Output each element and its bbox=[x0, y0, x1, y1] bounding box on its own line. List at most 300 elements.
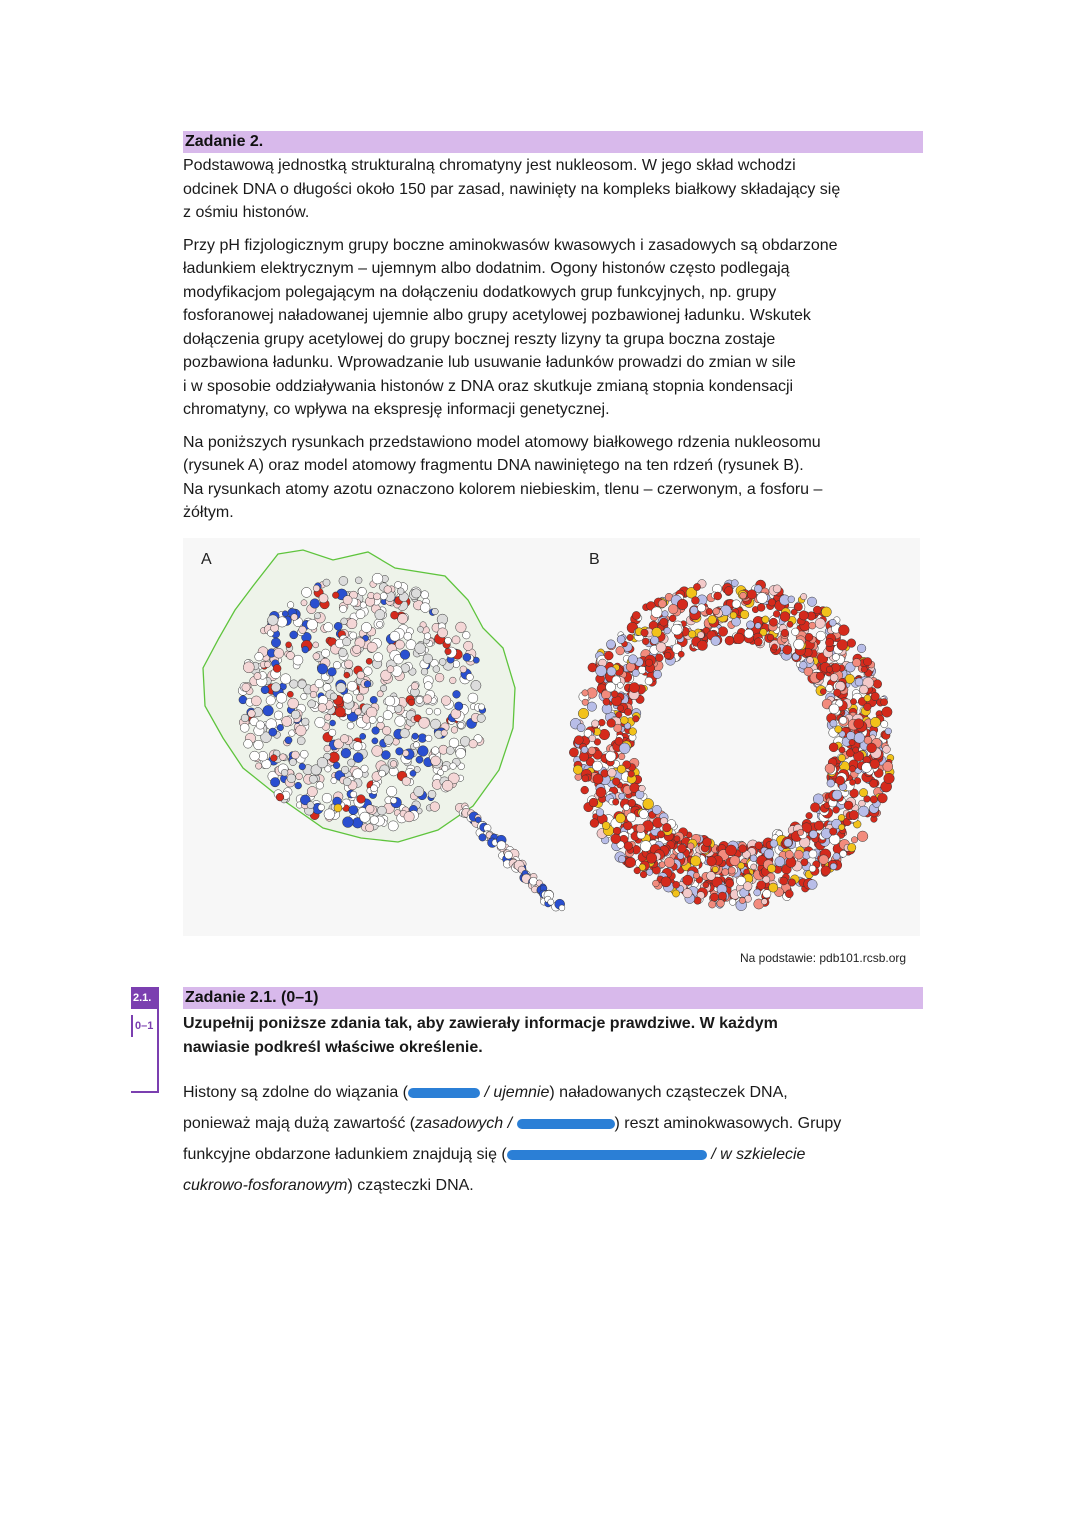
atom bbox=[627, 634, 633, 640]
atom bbox=[271, 755, 278, 762]
atom bbox=[254, 740, 264, 750]
atom bbox=[425, 735, 432, 742]
atom bbox=[730, 612, 737, 619]
atom bbox=[838, 754, 845, 761]
text-line: i w sposobie oddziaływania histonów z DNA oraz skutkuje zmianą stopnia kondensacji bbox=[183, 377, 794, 395]
atom bbox=[339, 576, 348, 585]
atom bbox=[816, 672, 824, 680]
atom bbox=[353, 753, 363, 763]
atom bbox=[471, 680, 481, 690]
atom bbox=[424, 682, 432, 690]
atom bbox=[385, 696, 395, 706]
atom bbox=[596, 665, 607, 676]
atom bbox=[374, 653, 383, 662]
atom bbox=[786, 857, 796, 867]
atom bbox=[870, 796, 877, 803]
atom bbox=[423, 695, 432, 704]
atom bbox=[799, 611, 808, 620]
atom bbox=[395, 640, 404, 649]
atom bbox=[433, 666, 440, 673]
atom bbox=[420, 603, 430, 613]
atom bbox=[773, 585, 781, 593]
atom bbox=[636, 824, 645, 833]
atom bbox=[298, 680, 307, 689]
atom bbox=[618, 856, 625, 863]
atom bbox=[343, 817, 354, 828]
atom bbox=[287, 774, 296, 783]
atom bbox=[693, 872, 699, 878]
atom bbox=[288, 698, 299, 709]
atom bbox=[653, 670, 661, 678]
text-line: (rysunek A) oraz model atomowy fragmentu DNA nawiniętego na ten rdzeń (rysunek B). bbox=[183, 457, 804, 474]
text-line: modyfikacjom polegającym na dołączeniu dodatkowych grup funkcyjnych, np. grupy bbox=[183, 283, 777, 301]
atom bbox=[831, 663, 840, 672]
atom bbox=[356, 610, 365, 619]
atom bbox=[251, 696, 261, 706]
atom bbox=[740, 592, 747, 599]
atom bbox=[810, 803, 819, 812]
atom bbox=[730, 856, 740, 866]
atom bbox=[732, 600, 740, 608]
atom bbox=[864, 703, 872, 711]
atom bbox=[372, 738, 378, 744]
atom bbox=[263, 705, 274, 716]
atom bbox=[357, 795, 366, 804]
atom bbox=[330, 720, 336, 726]
atom bbox=[430, 802, 440, 812]
atom bbox=[677, 599, 688, 610]
atom bbox=[703, 882, 709, 888]
atom bbox=[477, 714, 485, 722]
atom bbox=[729, 899, 736, 906]
atom bbox=[408, 699, 415, 706]
atom bbox=[651, 607, 662, 618]
text-line: chromatyny, co wpływa na ekspresję informacji genetycznej. bbox=[183, 401, 610, 418]
atom bbox=[814, 821, 823, 830]
answer-option: cukrowo-fosforanowym bbox=[183, 1177, 348, 1194]
atom bbox=[357, 694, 364, 701]
atom bbox=[617, 636, 625, 644]
atom bbox=[302, 587, 312, 597]
atom bbox=[291, 614, 298, 621]
atom bbox=[809, 622, 816, 629]
atom bbox=[360, 733, 366, 739]
atom bbox=[445, 648, 451, 654]
atom bbox=[788, 596, 795, 603]
atom bbox=[347, 681, 357, 691]
atom bbox=[254, 673, 261, 680]
atom bbox=[256, 721, 264, 729]
atom bbox=[388, 821, 398, 831]
atom bbox=[855, 678, 863, 686]
task-number-tab: 2.1. bbox=[131, 987, 157, 1009]
atom bbox=[396, 748, 404, 756]
atom bbox=[707, 872, 716, 881]
atom bbox=[697, 604, 705, 612]
text-fragment: Histony są zdolne do wiązania ( bbox=[183, 1084, 409, 1101]
atom bbox=[350, 791, 357, 798]
atom bbox=[838, 625, 849, 636]
atom bbox=[881, 721, 888, 728]
atom bbox=[368, 592, 375, 599]
atom bbox=[813, 606, 821, 614]
atom bbox=[784, 839, 792, 847]
atom bbox=[384, 735, 394, 745]
atom bbox=[660, 618, 668, 626]
atom bbox=[881, 699, 888, 706]
atom bbox=[289, 759, 296, 766]
atom bbox=[297, 737, 305, 745]
atom bbox=[296, 725, 307, 736]
atom bbox=[390, 761, 397, 768]
score-margin bbox=[131, 987, 159, 1093]
atom bbox=[430, 719, 440, 729]
scribbled-option bbox=[517, 1119, 615, 1129]
atom bbox=[424, 633, 431, 640]
atom bbox=[652, 627, 662, 637]
atom bbox=[343, 596, 352, 605]
task2-section bbox=[183, 131, 923, 525]
atom bbox=[435, 673, 444, 682]
atom bbox=[678, 844, 687, 853]
atom bbox=[419, 718, 430, 729]
atom bbox=[559, 905, 565, 911]
atom bbox=[285, 737, 292, 744]
atom bbox=[575, 774, 582, 781]
atom bbox=[364, 667, 373, 676]
atom bbox=[453, 690, 461, 698]
atom bbox=[830, 720, 837, 727]
atom bbox=[677, 853, 684, 860]
atom bbox=[412, 733, 418, 739]
nucleosome-figure bbox=[183, 538, 920, 936]
atom bbox=[794, 850, 803, 859]
atom bbox=[367, 642, 377, 652]
answer-option: zasadowych / bbox=[415, 1115, 517, 1132]
atom bbox=[658, 600, 666, 608]
atom bbox=[830, 863, 837, 870]
atom bbox=[426, 708, 433, 715]
atom bbox=[302, 646, 309, 653]
atom bbox=[787, 621, 793, 627]
atom bbox=[884, 773, 895, 784]
atom bbox=[611, 691, 618, 698]
atom bbox=[329, 729, 336, 736]
atom bbox=[612, 778, 620, 786]
atom bbox=[825, 764, 835, 774]
atom bbox=[322, 793, 332, 803]
atom bbox=[801, 593, 807, 599]
atom bbox=[834, 689, 841, 696]
atom bbox=[664, 627, 671, 634]
atom bbox=[309, 775, 317, 783]
atom bbox=[628, 799, 636, 807]
atom bbox=[466, 674, 473, 681]
atom bbox=[469, 740, 477, 748]
task2-paragraph-2 bbox=[183, 234, 923, 422]
atom bbox=[302, 718, 310, 726]
atom bbox=[671, 624, 682, 635]
atom bbox=[582, 690, 588, 696]
atom bbox=[746, 621, 754, 629]
atom bbox=[339, 648, 348, 657]
atom bbox=[863, 658, 871, 666]
atom bbox=[693, 583, 700, 590]
atom bbox=[307, 619, 318, 630]
atom bbox=[456, 622, 467, 633]
atom bbox=[569, 748, 578, 757]
atom bbox=[395, 716, 406, 727]
atom bbox=[785, 851, 793, 859]
atom bbox=[769, 618, 777, 626]
text-fragment: ) cząsteczki DNA. bbox=[347, 1177, 474, 1194]
atom bbox=[431, 756, 441, 766]
atom bbox=[414, 786, 424, 796]
atom bbox=[450, 763, 457, 770]
atom bbox=[617, 765, 625, 773]
atom bbox=[615, 737, 623, 745]
atom bbox=[821, 866, 831, 876]
atom bbox=[418, 746, 429, 757]
atom bbox=[645, 677, 653, 685]
atom bbox=[255, 652, 264, 661]
atom bbox=[574, 736, 583, 745]
atom bbox=[438, 628, 448, 638]
atom bbox=[473, 657, 479, 663]
atom bbox=[711, 636, 720, 645]
atom bbox=[366, 805, 374, 813]
atom bbox=[683, 889, 692, 898]
atom bbox=[780, 877, 788, 885]
text-line: Uzupełnij poniższe zdania tak, aby zawierały informacje prawdziwe. W każdym bbox=[183, 1015, 778, 1032]
atom bbox=[589, 735, 596, 742]
atom bbox=[455, 702, 463, 710]
atom bbox=[441, 696, 451, 706]
atom bbox=[372, 573, 383, 584]
atom bbox=[357, 671, 365, 679]
atom bbox=[355, 577, 362, 584]
atom bbox=[757, 604, 765, 612]
figure-source: Na podstawie: pdb101.rcsb.org bbox=[740, 951, 907, 965]
atom bbox=[743, 882, 752, 891]
atom bbox=[497, 841, 506, 850]
atom bbox=[415, 643, 426, 654]
atom bbox=[825, 638, 833, 646]
figure-label-a: A bbox=[201, 551, 212, 568]
atom bbox=[754, 638, 762, 646]
atom bbox=[833, 853, 840, 860]
atom bbox=[463, 631, 471, 639]
atom bbox=[593, 774, 603, 784]
atom bbox=[592, 720, 599, 727]
atom bbox=[602, 822, 610, 830]
atom bbox=[360, 812, 370, 822]
atom bbox=[317, 757, 328, 768]
atom bbox=[726, 879, 734, 887]
atom bbox=[657, 831, 664, 838]
atom bbox=[663, 823, 672, 832]
atom bbox=[353, 645, 361, 653]
atom bbox=[589, 798, 598, 807]
atom bbox=[578, 708, 588, 718]
atom bbox=[402, 777, 411, 786]
atom bbox=[854, 733, 865, 744]
atom bbox=[596, 809, 604, 817]
atom bbox=[290, 680, 298, 688]
atom bbox=[361, 622, 371, 632]
atom bbox=[573, 765, 582, 774]
atom bbox=[849, 739, 855, 745]
atom bbox=[505, 851, 513, 859]
atom bbox=[380, 685, 386, 691]
atom bbox=[300, 750, 308, 758]
atom bbox=[314, 613, 320, 619]
text-line: odcinek DNA o długości około 150 par zasad, nawinięty na kompleks białkowy składający się bbox=[183, 180, 841, 198]
atom bbox=[478, 704, 484, 710]
atom bbox=[690, 856, 700, 866]
atom bbox=[740, 610, 749, 619]
atom bbox=[754, 889, 761, 896]
atom bbox=[673, 881, 680, 888]
atom bbox=[344, 660, 353, 669]
atom bbox=[290, 631, 298, 639]
atom bbox=[703, 838, 712, 847]
atom bbox=[404, 812, 414, 822]
atom bbox=[358, 587, 366, 595]
atom bbox=[770, 840, 778, 848]
atom bbox=[250, 751, 260, 761]
atom bbox=[624, 842, 633, 851]
atom bbox=[313, 585, 320, 592]
atom bbox=[315, 717, 325, 727]
atom bbox=[270, 778, 279, 787]
text-line: Podstawową jednostką strukturalną chromatyny jest nukleosom. W jego skład wchodzi bbox=[183, 157, 796, 174]
atom bbox=[274, 648, 284, 658]
atom bbox=[639, 785, 646, 792]
atom bbox=[757, 593, 768, 604]
atom bbox=[769, 883, 778, 892]
atom bbox=[604, 651, 613, 660]
atom bbox=[639, 810, 648, 819]
atom bbox=[340, 605, 347, 612]
text-line: Na rysunkach atomy azotu oznaczono kolorem niebieskim, tlenu – czerwonym, a fosforu – bbox=[183, 480, 823, 498]
atom bbox=[870, 759, 880, 769]
atom bbox=[626, 857, 636, 867]
atom bbox=[809, 830, 817, 838]
atom bbox=[369, 716, 376, 723]
atom bbox=[847, 732, 856, 741]
atom bbox=[276, 693, 287, 704]
atom bbox=[633, 716, 640, 723]
atom bbox=[829, 704, 839, 714]
histone-core-model bbox=[203, 550, 565, 911]
atom bbox=[829, 619, 836, 626]
atom bbox=[801, 859, 808, 866]
atom bbox=[739, 845, 747, 853]
sentence-line bbox=[183, 1170, 923, 1201]
atom bbox=[767, 634, 774, 641]
atom bbox=[607, 719, 616, 728]
atom bbox=[835, 726, 842, 733]
atom bbox=[885, 728, 892, 735]
atom bbox=[387, 786, 397, 796]
text-line: ładunkiem elektrycznym – ujemnym albo dodatnim. Ogony histonów często podlegają bbox=[183, 260, 790, 277]
atom bbox=[377, 806, 386, 815]
atom bbox=[613, 799, 619, 805]
atom bbox=[821, 607, 831, 617]
atom bbox=[661, 877, 671, 887]
atom bbox=[242, 683, 250, 691]
atom bbox=[353, 742, 362, 751]
atom bbox=[596, 787, 606, 797]
atom bbox=[850, 699, 856, 705]
molecule-illustration bbox=[183, 538, 920, 936]
atom bbox=[806, 812, 813, 819]
atom bbox=[857, 644, 866, 653]
atom bbox=[336, 683, 346, 693]
atom bbox=[375, 610, 385, 620]
atom bbox=[728, 867, 735, 874]
atom bbox=[281, 674, 291, 684]
atom bbox=[629, 683, 639, 693]
atom bbox=[410, 770, 416, 776]
atom bbox=[479, 834, 486, 841]
atom bbox=[308, 700, 316, 708]
atom bbox=[809, 850, 817, 858]
atom bbox=[783, 645, 792, 654]
atom bbox=[710, 893, 718, 901]
atom bbox=[606, 640, 615, 649]
atom bbox=[295, 782, 302, 789]
atom bbox=[807, 880, 817, 890]
atom bbox=[726, 845, 737, 856]
atom bbox=[450, 677, 457, 684]
atom bbox=[299, 626, 307, 634]
atom bbox=[421, 668, 428, 675]
atom bbox=[282, 716, 292, 726]
atom bbox=[590, 819, 599, 828]
atom bbox=[826, 685, 833, 692]
points-tab: 0–1 bbox=[131, 1015, 157, 1037]
atom bbox=[706, 608, 713, 615]
atom bbox=[421, 591, 429, 599]
atom bbox=[816, 631, 826, 641]
atom bbox=[372, 727, 380, 735]
atom bbox=[768, 864, 776, 872]
task2-heading: Zadanie 2. bbox=[183, 131, 923, 153]
text-line: żółtym. bbox=[183, 504, 234, 521]
atom bbox=[724, 587, 733, 596]
atom bbox=[588, 747, 596, 755]
atom bbox=[423, 654, 433, 664]
figure-label-b: B bbox=[589, 551, 600, 568]
atom bbox=[458, 722, 464, 728]
atom bbox=[372, 746, 383, 757]
atom bbox=[268, 615, 279, 626]
atom bbox=[581, 786, 589, 794]
atom bbox=[341, 748, 351, 758]
atom bbox=[381, 751, 390, 760]
dna-ring-model bbox=[569, 580, 894, 911]
atom bbox=[785, 890, 793, 898]
atom bbox=[387, 666, 394, 673]
atom bbox=[751, 864, 757, 870]
atom bbox=[299, 763, 306, 770]
atom bbox=[432, 747, 440, 755]
atom bbox=[761, 899, 767, 905]
atom bbox=[391, 797, 397, 803]
atom bbox=[371, 785, 378, 792]
